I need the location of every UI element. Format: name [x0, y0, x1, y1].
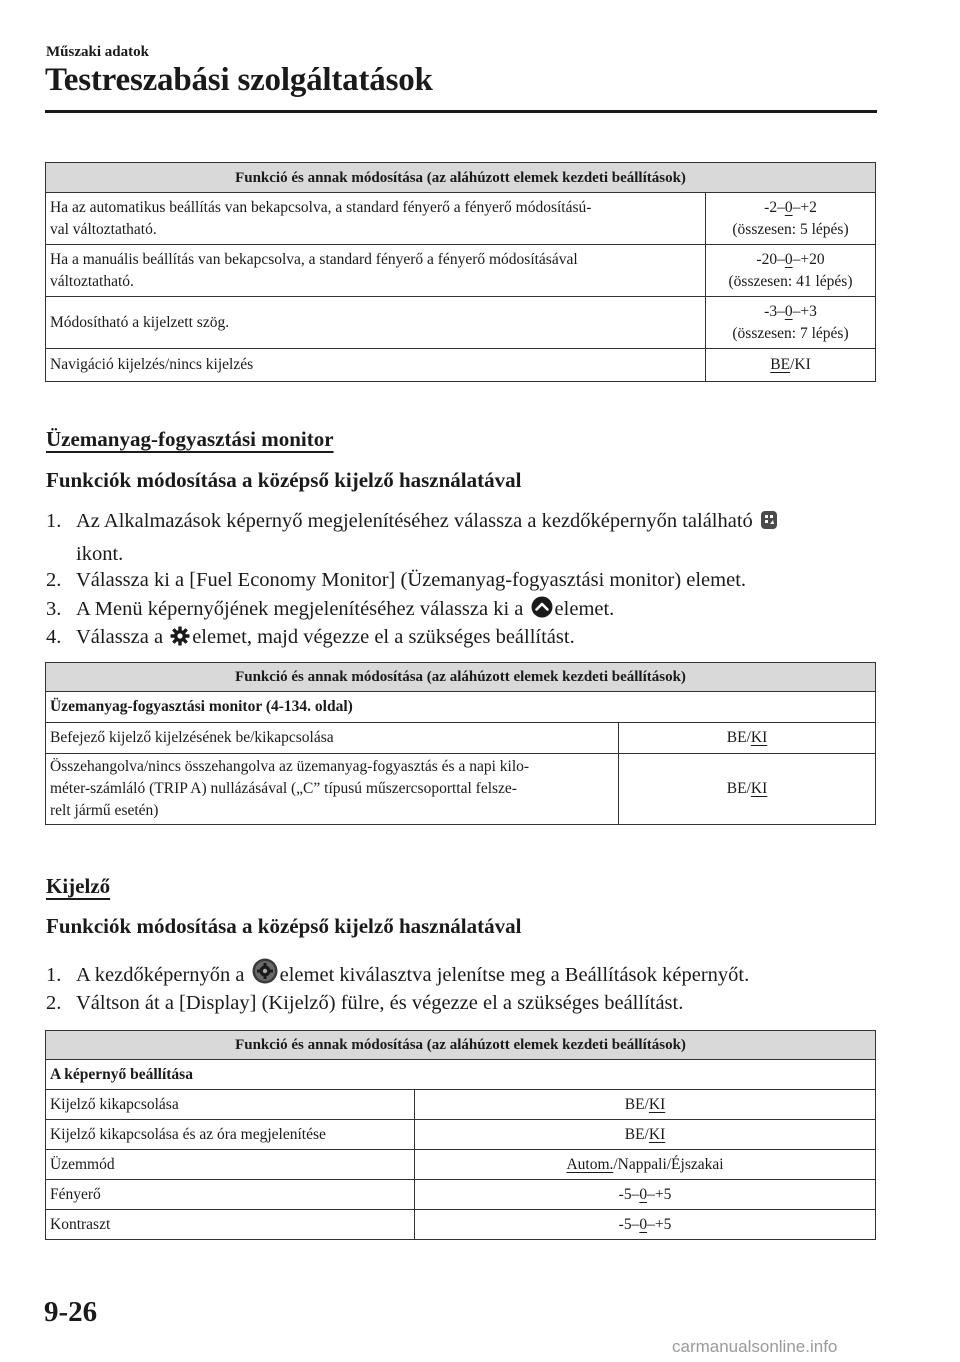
table-row: [46, 754, 876, 825]
row-value: BE/KI: [706, 349, 876, 382]
row-value: BE/KI: [619, 723, 876, 754]
row-label: Fényerő: [46, 1180, 415, 1210]
row-value: BE/KI: [415, 1090, 876, 1120]
step-1: 1. A kezdőképernyőn a elemet kiválasztva jelenítse meg a Beállítások képernyőt.: [46, 958, 866, 993]
table-row: [46, 1150, 876, 1180]
display-settings-table: [45, 1030, 876, 1240]
table-header: Funkció és annak módosítása (az aláhúzott elemek kezdeti beállítások): [46, 1031, 876, 1060]
row-label: Összehangolva/nincs összehangolva az üzemanyag-fogyasztás és a napi kilo- méter-számláló (TRIP A) nullázásával („C” típusú műszercsoporttal felsze- relt jármű esetén): [46, 754, 619, 825]
row-value: BE/KI: [619, 754, 876, 825]
section-heading-display: Kijelző: [46, 874, 111, 898]
row-label: Kijelző kikapcsolása és az óra megjelenítése: [46, 1120, 415, 1150]
table-row: [46, 1210, 876, 1240]
page-title: Testreszabási szolgáltatások: [45, 62, 433, 98]
table-row: [46, 723, 876, 754]
row-label: Kijelző kikapcsolása: [46, 1090, 415, 1120]
apps-icon: [760, 509, 778, 539]
table-row: [46, 1120, 876, 1150]
title-rule: [45, 110, 877, 113]
step-2: 2. Váltson át a [Display] (Kijelző) fülre, és végezze el a szükséges beállítást.: [46, 992, 684, 1014]
row-value: Autom./Nappali/Éjszakai: [415, 1150, 876, 1180]
table-row: [46, 193, 876, 245]
table-row: [46, 1180, 876, 1210]
table-row: [46, 297, 876, 349]
watermark: carmanualsonline.info: [672, 1337, 838, 1356]
step-3: 3. A Menü képernyőjének megjelenítéséhez válassza ki a elemet.: [46, 594, 866, 627]
row-label: Kontraszt: [46, 1210, 415, 1240]
row-value: -5–0–+5: [415, 1210, 876, 1240]
brightness-table: [45, 162, 876, 382]
section-subheading: Funkciók módosítása a középső kijelző használatával: [46, 914, 522, 938]
step-4: 4. Válassza a elemet, majd végezze el a szükséges beállítást.: [46, 622, 866, 655]
row-label: Navigáció kijelzés/nincs kijelzés: [46, 349, 706, 382]
row-value: -3–0–+3 (összesen: 7 lépés): [706, 297, 876, 349]
table-subheader: A képernyő beállítása: [46, 1060, 876, 1090]
table-row: [46, 349, 876, 382]
table-header: Funkció és annak módosítása (az aláhúzott elemek kezdeti beállítások): [46, 163, 876, 193]
page-number: 9-26: [44, 1296, 98, 1328]
table-header: Funkció és annak módosítása (az aláhúzott elemek kezdeti beállítások): [46, 663, 876, 692]
section-label: Műszaki adatok: [46, 44, 149, 60]
section-subheading: Funkciók módosítása a középső kijelző használatával: [46, 468, 522, 492]
gear-icon: [170, 625, 190, 655]
step-1: 1. Az Alkalmazások képernyő megjelenítéséhez válassza a kezdőképernyőn található ikont.: [46, 506, 866, 569]
row-label: Befejező kijelző kijelzésének be/kikapcsolása: [46, 723, 619, 754]
section-heading-fuel-monitor: Üzemanyag-fogyasztási monitor: [46, 427, 334, 451]
row-label: Ha a manuális beállítás van bekapcsolva, a standard fényerő a fényerő módosításával változtatható.: [46, 245, 706, 297]
row-value: -20–0–+20 (összesen: 41 lépés): [706, 245, 876, 297]
table-row: [46, 245, 876, 297]
fuel-monitor-table: [45, 662, 876, 825]
table-subheader: Üzemanyag-fogyasztási monitor (4-134. oldal): [46, 692, 876, 723]
row-label: Módosítható a kijelzett szög.: [46, 297, 706, 349]
step-2: 2. Válassza ki a [Fuel Economy Monitor] (Üzemanyag-fogyasztási monitor) elemet.: [46, 569, 747, 591]
row-value: -2–0–+2 (összesen: 5 lépés): [706, 193, 876, 245]
row-value: BE/KI: [415, 1120, 876, 1150]
row-label: Üzemmód: [46, 1150, 415, 1180]
row-value: -5–0–+5: [415, 1180, 876, 1210]
table-row: [46, 1090, 876, 1120]
row-label: Ha az automatikus beállítás van bekapcsolva, a standard fényerő a fényerő módosítású- val változtatható.: [46, 193, 706, 245]
